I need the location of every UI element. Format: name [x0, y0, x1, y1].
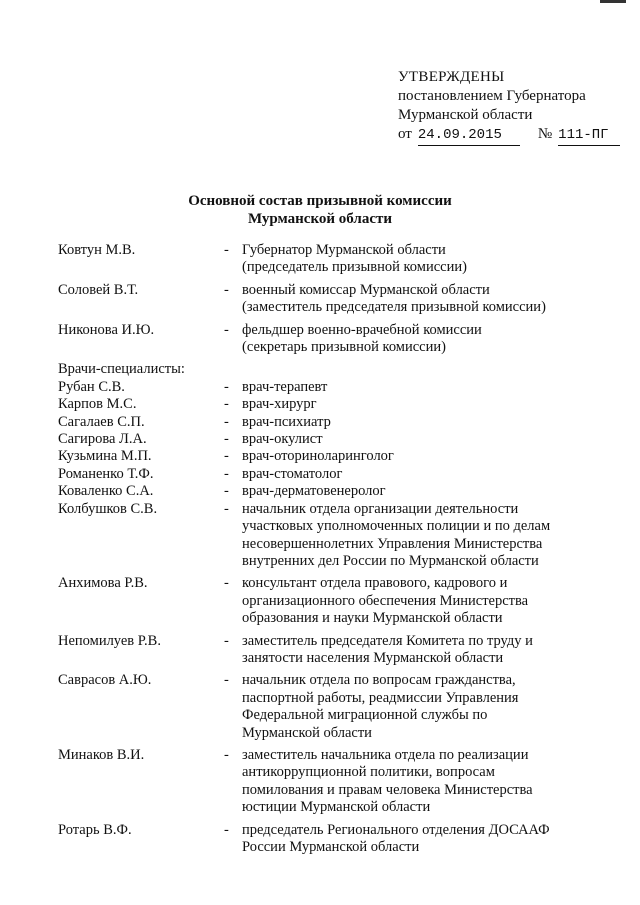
member-role: председатель Регионального отделения ДОСААФ России Мурманской области — [242, 821, 550, 855]
list-item — [58, 396, 618, 413]
commission-list — [58, 242, 618, 861]
dash-separator: - — [224, 821, 229, 838]
dash-separator: - — [224, 281, 229, 298]
member-role: заместитель начальника отдела по реализации антикоррупционной политики, вопросам помилования и правам человека Министерства юстиции Мурманской области — [242, 746, 533, 816]
list-item — [58, 466, 618, 483]
member-name: Соловей В.Т. — [58, 281, 139, 298]
list-item — [58, 282, 618, 317]
member-name: Анхимова Р.В. — [58, 575, 148, 592]
member-role: врач-терапевт — [242, 378, 328, 395]
members-group — [58, 501, 618, 862]
list-item — [58, 633, 618, 668]
member-role: врач-дерматовенеролог — [242, 483, 386, 500]
list-item — [58, 322, 618, 357]
dash-separator: - — [224, 483, 229, 500]
dash-separator: - — [224, 378, 229, 395]
member-name: Колбушков С.В. — [58, 500, 158, 517]
member-name: Минаков В.И. — [58, 746, 145, 763]
member-role: врач-хирург — [242, 396, 317, 413]
member-name: Кузьмина М.П. — [58, 448, 152, 465]
approval-line-3: Мурманской области — [398, 107, 533, 123]
approval-date: 24.09.2015 — [418, 126, 520, 146]
doctors-group — [58, 379, 618, 501]
approval-heading: УТВЕРЖДЕНЫ — [398, 69, 505, 85]
member-role: врач-психиатр — [242, 413, 331, 430]
member-role: заместитель председателя Комитета по труду и занятости населения Мурманской области — [242, 632, 533, 666]
list-item — [58, 431, 618, 448]
dash-separator: - — [224, 448, 229, 465]
member-role: фельдшер военно-врачебной комиссии (секретарь призывной комиссии) — [242, 321, 482, 356]
member-name: Сагалаев С.П. — [58, 413, 145, 430]
title-line-1: Основной состав призывной комиссии — [188, 193, 452, 209]
member-role: начальник отдела по вопросам гражданства, паспортной работы, реадмиссии Управления Федеральной миграционной службы по Мурманской области — [242, 672, 519, 741]
section-label: Врачи-специалисты: — [58, 361, 185, 378]
member-name: Ковтун М.В. — [58, 242, 136, 258]
dash-separator: - — [224, 431, 229, 448]
list-item — [58, 379, 618, 396]
list-item — [58, 242, 618, 277]
member-name: Сагирова Л.А. — [58, 431, 147, 448]
dash-separator: - — [224, 746, 229, 763]
dash-separator: - — [224, 413, 229, 430]
number-prefix: № — [537, 126, 553, 142]
member-name: Непомилуев Р.В. — [58, 632, 161, 649]
list-item — [58, 747, 618, 817]
member-role: консультант отдела правового, кадрового и организационного обеспечения Министерства образования и науки Мурманской области — [242, 575, 529, 627]
member-role: военный комиссар Мурманской области (заместитель председателя призывной комиссии) — [242, 281, 546, 316]
list-item — [58, 501, 618, 571]
list-item — [58, 822, 618, 857]
member-role: врач-оториноларинголог — [242, 448, 394, 465]
list-item — [58, 483, 618, 500]
scan-mark — [600, 0, 626, 3]
member-name: Карпов М.С. — [58, 396, 137, 413]
dash-separator: - — [224, 242, 229, 258]
dash-separator: - — [224, 500, 229, 517]
title-line-2: Мурманской области — [247, 211, 393, 227]
member-name: Романенко Т.Ф. — [58, 465, 154, 482]
list-item — [58, 414, 618, 431]
list-item — [58, 575, 618, 627]
dash-separator: - — [224, 465, 229, 482]
member-name: Никонова И.Ю. — [58, 321, 155, 338]
approval-number: 111-ПГ — [558, 126, 620, 146]
member-role: врач-окулист — [242, 431, 323, 448]
leadership-group — [58, 242, 618, 361]
dash-separator: - — [224, 575, 229, 592]
member-name: Коваленко С.А. — [58, 483, 154, 500]
list-item — [58, 448, 618, 465]
date-prefix: от — [398, 126, 412, 142]
member-role: начальник отдела организации деятельности участковых уполномоченных полиции и по делам несовершеннолетних Управления Министерства внутренних дел России по Мурманской области — [242, 500, 551, 569]
member-name: Саврасов А.Ю. — [58, 672, 152, 689]
member-name: Ротарь В.Ф. — [58, 821, 132, 838]
dash-separator: - — [224, 321, 229, 338]
member-name: Рубан С.В. — [58, 378, 125, 395]
member-role: Губернатор Мурманской области (председатель призывной комиссии) — [242, 242, 467, 276]
approval-date-row — [398, 125, 620, 146]
document-title — [0, 192, 640, 228]
dash-separator: - — [224, 632, 229, 649]
dash-separator: - — [224, 396, 229, 413]
dash-separator: - — [224, 672, 229, 689]
approval-block — [398, 68, 620, 146]
approval-line-2: постановлением Губернатора — [398, 88, 586, 104]
list-item — [58, 672, 618, 742]
member-role: врач-стоматолог — [242, 465, 343, 482]
